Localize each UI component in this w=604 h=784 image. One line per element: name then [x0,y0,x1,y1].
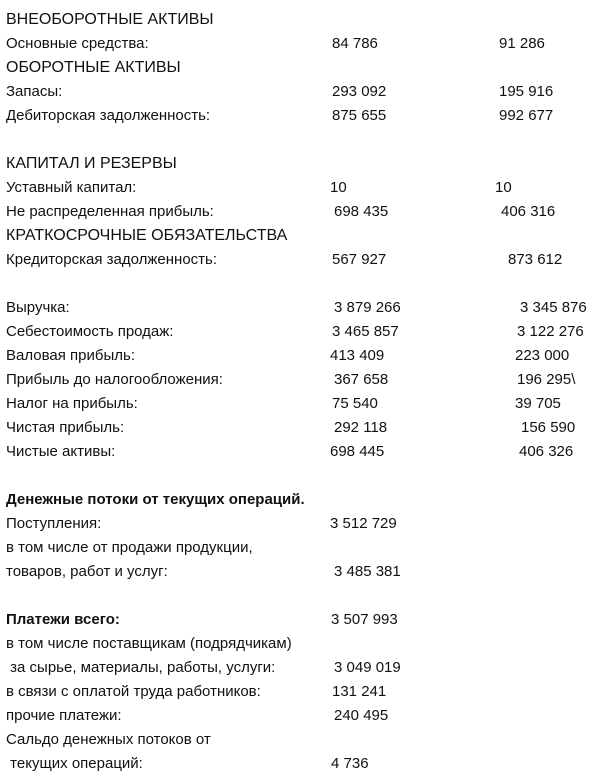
line-label: Сальдо денежных потоков от [6,731,211,748]
line-label: за сырье, материалы, работы, услуги: [6,659,276,676]
blank-row [0,272,604,296]
value-column-1: 75 540 [332,395,378,412]
line-row [0,440,604,464]
value-column-2: 39 705 [515,395,561,412]
line-label: Денежные потоки от текущих операций. [6,491,305,508]
value-column-2: 406 326 [519,443,574,460]
line-label: Себестоимость продаж: [6,323,174,340]
value-column-2: 91 286 [499,35,545,52]
value-column-2: 195 916 [499,83,554,100]
line-row [0,368,604,392]
line-row [0,176,604,200]
line-label: в том числе от продажи продукции, [6,539,253,556]
section-heading: ВНЕОБОРОТНЫЕ АКТИВЫ [6,11,214,28]
section-heading-row [0,8,604,32]
value-column-2: 10 [495,179,512,196]
value-column-2: 873 612 [508,251,563,268]
line-row [0,656,604,680]
line-label: Дебиторская задолженность: [6,107,211,124]
section-heading-row [0,56,604,80]
value-column-1: 567 927 [332,251,387,268]
line-row [0,392,604,416]
line-row [0,728,604,752]
line-label: Не распределенная прибыль: [6,203,214,220]
value-column-1: 3 465 857 [332,323,399,340]
line-label: в связи с оплатой труда работников: [6,683,261,700]
line-row [0,512,604,536]
line-label: Выручка: [6,299,70,316]
line-row [0,608,604,632]
value-column-2: 196 295\ [517,371,576,388]
line-label: Чистые активы: [6,443,116,460]
line-row [0,488,604,512]
value-column-1: 292 118 [334,419,388,436]
line-row [0,344,604,368]
line-row [0,200,604,224]
blank-row [0,128,604,152]
line-label: Валовая прибыль: [6,347,135,364]
value-column-1: 3 879 266 [334,299,401,316]
value-column-2: 156 590 [521,419,576,436]
line-row [0,296,604,320]
line-row [0,248,604,272]
blank-row [0,584,604,608]
line-label: Запасы: [6,83,63,100]
value-column-1: 4 736 [331,755,369,772]
line-label: Чистая прибыль: [6,419,125,436]
section-heading: КРАТКОСРОЧНЫЕ ОБЯЗАТЕЛЬСТВА [6,227,288,244]
line-label: Прибыль до налогообложения: [6,371,223,388]
value-column-1: 293 092 [332,83,387,100]
line-row [0,560,604,584]
value-column-2: 406 316 [501,203,556,220]
section-heading: КАПИТАЛ И РЕЗЕРВЫ [6,155,177,172]
line-label: Платежи всего: [6,611,120,628]
value-column-1: 698 445 [330,443,385,460]
line-label: Кредиторская задолженность: [6,251,218,268]
line-label: Основные средства: [6,35,149,52]
value-column-1: 698 435 [334,203,389,220]
line-row [0,80,604,104]
value-column-1: 413 409 [330,347,385,364]
value-column-1: 3 512 729 [330,515,397,532]
line-row [0,536,604,560]
line-label: Уставный капитал: [6,179,137,196]
line-row [0,632,604,656]
line-row [0,320,604,344]
line-row [0,704,604,728]
value-column-2: 992 677 [499,107,554,124]
line-row [0,32,604,56]
value-column-1: 367 658 [334,371,389,388]
value-column-1: 84 786 [332,35,378,52]
line-label: Поступления: [6,515,102,532]
value-column-2: 223 000 [515,347,570,364]
value-column-1: 875 655 [332,107,387,124]
value-column-1: 3 485 381 [334,563,401,580]
line-label: в том числе поставщикам (подрядчикам) [6,635,292,652]
section-heading-row [0,224,604,248]
value-column-1: 131 241 [332,683,387,700]
line-row [0,416,604,440]
value-column-1: 10 [330,179,347,196]
line-label: Налог на прибыль: [6,395,138,412]
line-label: прочие платежи: [6,707,122,724]
blank-row [0,464,604,488]
value-column-1: 3 507 993 [331,611,398,628]
value-column-1: 240 495 [334,707,389,724]
line-row [0,104,604,128]
line-label: товаров, работ и услуг: [6,563,168,580]
line-row [0,680,604,704]
value-column-2: 3 345 876 [520,299,587,316]
section-heading: ОБОРОТНЫЕ АКТИВЫ [6,59,181,76]
line-row [0,752,604,776]
line-label: текущих операций: [6,755,143,772]
value-column-2: 3 122 276 [517,323,584,340]
section-heading-row [0,152,604,176]
value-column-1: 3 049 019 [334,659,401,676]
